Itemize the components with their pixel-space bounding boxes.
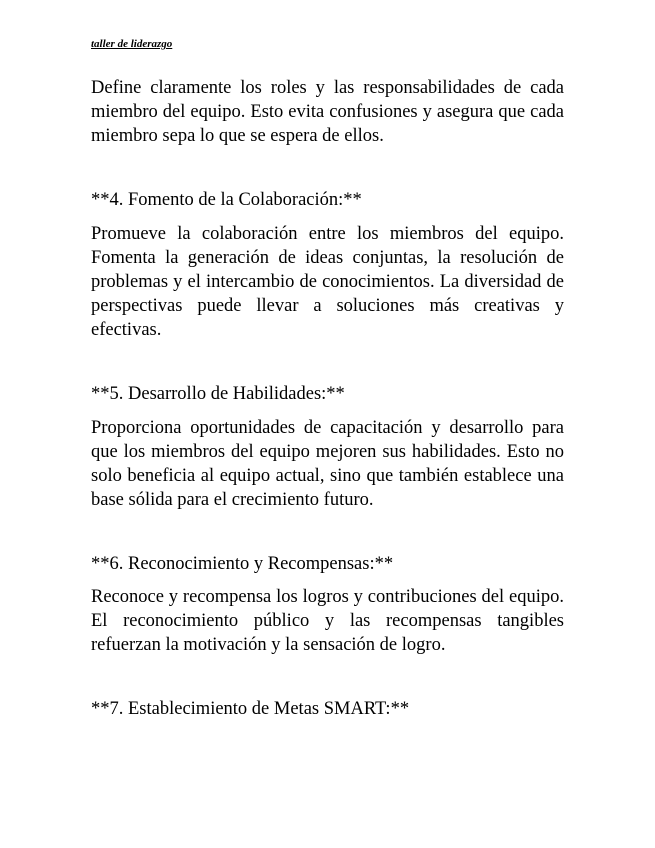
heading-collaboration: **4. Fomento de la Colaboración:** <box>91 190 362 210</box>
heading-recognition: **6. Reconocimiento y Recompensas:** <box>91 554 394 574</box>
paragraph-collaboration: Promueve la colaboración entre los miembros del equipo. Fomenta la generación de ideas conjuntas, la resolución de problemas y el intercambio de conocimientos. La diversidad de perspectivas puede llevar a soluciones más creativas y efectivas. <box>91 224 564 340</box>
paragraph-recognition: Reconoce y recompensa los logros y contribuciones del equipo. El reconocimiento público y las recompensas tangibles refuerzan la motivación y la sensación de logro. <box>91 587 564 655</box>
heading-smart-goals: **7. Establecimiento de Metas SMART:** <box>91 699 410 719</box>
paragraph-skills: Proporciona oportunidades de capacitación y desarrollo para que los miembros del equipo mejoren sus habilidades. Esto no solo beneficia al equipo actual, sino que también establece una base sólida para el crecimiento futuro. <box>91 418 564 510</box>
running-header: taller de liderazgo <box>91 38 173 50</box>
heading-skills: **5. Desarrollo de Habilidades:** <box>91 384 345 404</box>
paragraph-roles: Define claramente los roles y las responsabilidades de cada miembro del equipo. Esto evita confusiones y asegura que cada miembro sepa lo que se espera de ellos. <box>91 78 564 146</box>
